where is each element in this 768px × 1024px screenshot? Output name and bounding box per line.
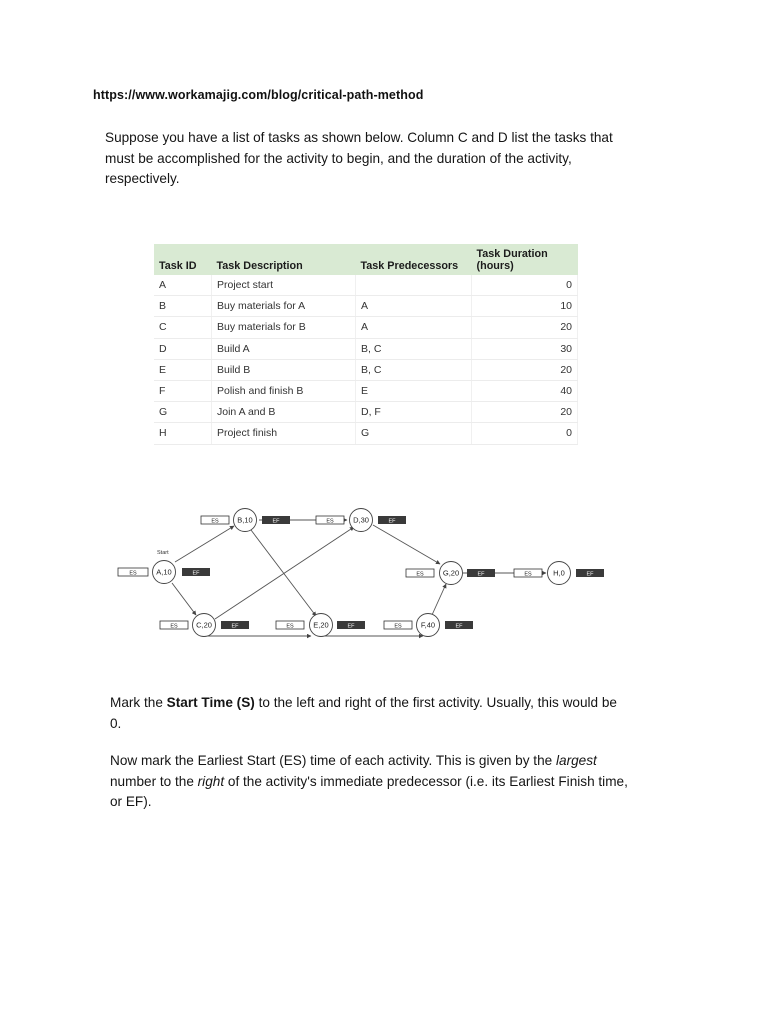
- es-label: ES: [394, 623, 402, 630]
- cell-task-predecessors: E: [356, 380, 472, 401]
- para2-text-2: to the left and right of the first activity. Usually, this would be 0.: [110, 695, 617, 731]
- ef-label: EF: [272, 518, 280, 525]
- activity-label: C,20: [196, 620, 212, 630]
- activity-label: E,20: [313, 620, 329, 630]
- cell-task-id: D: [154, 338, 212, 359]
- cell-task-predecessors: A: [356, 296, 472, 317]
- cell-task-predecessors: G: [356, 423, 472, 444]
- cell-task-predecessors: B, C: [356, 338, 472, 359]
- right-emphasis: right: [197, 773, 225, 789]
- cell-task-duration: 10: [472, 296, 578, 317]
- ef-label: EF: [388, 518, 396, 525]
- intro-paragraph: Suppose you have a list of tasks as shown below. Column C and D list the tasks that must be accomplished for the activity to begin, and the duration of the activity, respectively.: [105, 130, 613, 186]
- cell-task-predecessors: D, F: [356, 402, 472, 423]
- source-url[interactable]: https://www.workamajig.com/blog/critical-path-method: [93, 88, 424, 102]
- cell-task-description: Buy materials for A: [212, 296, 356, 317]
- cell-task-duration: 20: [472, 317, 578, 338]
- cell-task-description: Build A: [212, 338, 356, 359]
- activity-label: H,0: [553, 568, 565, 578]
- node-g: [406, 562, 495, 585]
- node-h: [514, 562, 604, 585]
- para3-text-2: number to the: [110, 773, 198, 789]
- cell-task-duration: 20: [472, 359, 578, 380]
- node-f: [384, 614, 473, 637]
- header-task-description: Task Description: [212, 244, 356, 275]
- es-label: ES: [524, 571, 532, 578]
- cell-task-duration: 0: [472, 423, 578, 444]
- start-time-paragraph: [110, 693, 630, 734]
- start-time-term: Start Time (S): [166, 695, 255, 710]
- ef-label: EF: [192, 570, 200, 577]
- es-label: ES: [326, 518, 334, 525]
- cell-task-duration: 20: [472, 402, 578, 423]
- es-label: ES: [170, 623, 178, 630]
- para3-text-3: of the activity's immediate predecessor (i.e. its Earliest Finish time, or EF).: [110, 773, 628, 809]
- largest-emphasis: largest: [556, 753, 597, 768]
- cell-task-predecessors: B, C: [356, 359, 472, 380]
- cell-task-duration: 30: [472, 338, 578, 359]
- edge-f-g: [432, 584, 446, 615]
- activity-label: D,30: [353, 515, 369, 525]
- ef-label: EF: [477, 571, 485, 578]
- es-label: ES: [211, 518, 219, 525]
- para3-text-1: Now mark the Earliest Start (ES) time of each activity. This is given by the: [110, 753, 556, 768]
- cell-task-predecessors: A: [356, 317, 472, 338]
- ef-label: EF: [347, 623, 355, 630]
- node-b: [201, 509, 290, 532]
- activity-label: B,10: [237, 515, 253, 525]
- es-label: ES: [286, 623, 294, 630]
- cell-task-duration: 40: [472, 380, 578, 401]
- node-d: [316, 509, 406, 532]
- header-task-id: Task ID: [154, 244, 212, 275]
- edge-a-b: [175, 526, 234, 562]
- activity-label: F,40: [420, 620, 436, 630]
- para2-text-1: Mark the: [110, 695, 167, 710]
- header-task-duration: Task Duration (hours): [472, 244, 578, 275]
- cell-task-id: H: [154, 423, 212, 444]
- cell-task-description: Buy materials for B: [212, 317, 356, 338]
- diagram-edges: [172, 520, 546, 636]
- edge-c-d: [215, 527, 354, 619]
- ef-label: EF: [455, 623, 463, 630]
- cell-task-description: Join A and B: [212, 402, 356, 423]
- node-c: [160, 614, 249, 637]
- edge-a-c: [172, 583, 196, 615]
- cell-task-id: G: [154, 402, 212, 423]
- cell-task-description: Project start: [212, 275, 356, 296]
- cell-task-description: Project finish: [212, 423, 356, 444]
- cell-task-id: E: [154, 359, 212, 380]
- cell-task-id: A: [154, 275, 212, 296]
- earliest-start-paragraph: [110, 751, 630, 813]
- cell-task-description: Build B: [212, 359, 356, 380]
- cell-task-duration: 0: [472, 275, 578, 296]
- cell-task-id: C: [154, 317, 212, 338]
- node-e: [276, 614, 365, 637]
- header-task-predecessors: Task Predecessors: [356, 244, 472, 275]
- es-label: ES: [416, 571, 424, 578]
- start-label: Start: [157, 550, 169, 556]
- node-a: [118, 561, 210, 584]
- cell-task-description: Polish and finish B: [212, 380, 356, 401]
- ef-label: EF: [586, 571, 594, 578]
- edge-d-g: [373, 525, 440, 564]
- ef-label: EF: [231, 623, 239, 630]
- cell-task-id: B: [154, 296, 212, 317]
- activity-label: G,20: [442, 568, 460, 578]
- activity-label: A,10: [156, 567, 172, 577]
- cell-task-id: F: [154, 380, 212, 401]
- edge-b-e: [251, 530, 316, 616]
- es-label: ES: [129, 570, 137, 577]
